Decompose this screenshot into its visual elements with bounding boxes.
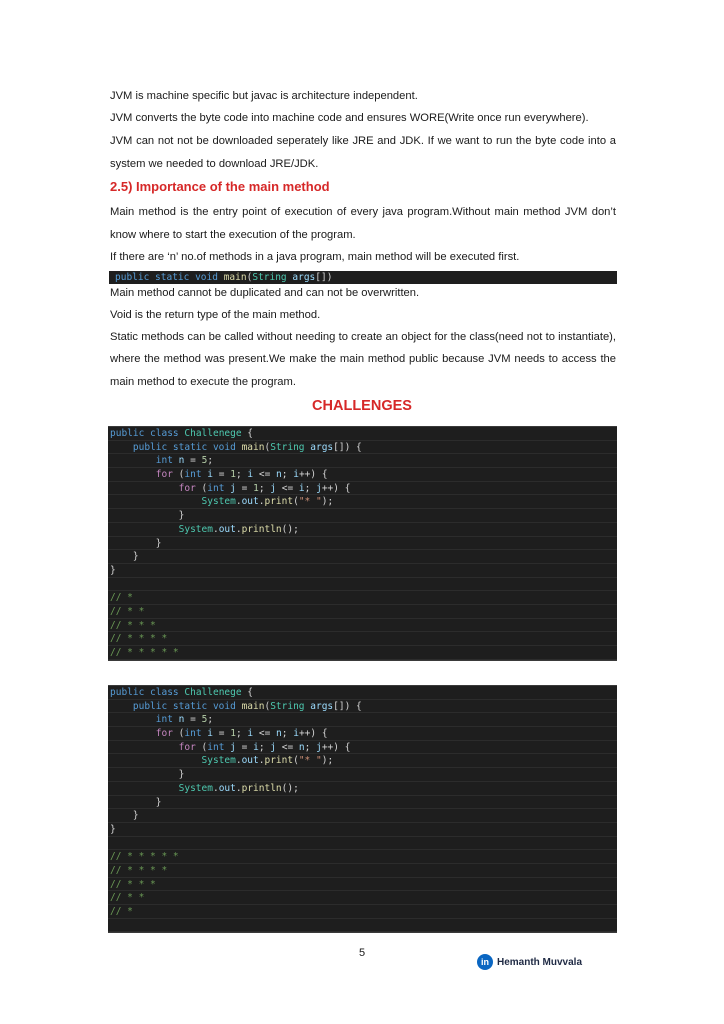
code-line: } [108,768,617,782]
code-line: int n = 5; [108,713,617,727]
code-line: for (int j = 1; j <= i; j++) { [108,482,617,496]
code-line [108,578,617,592]
linkedin-icon: in [477,954,493,970]
author-name: Hemanth Muvvala [497,956,583,968]
code-line: System.out.print("* "); [108,754,617,768]
section-heading-main-method: 2.5) Importance of the main method [110,179,330,194]
code-line: for (int j = i; j <= n; j++) { [108,741,617,755]
code-line: System.out.println(); [108,523,617,537]
paragraph-jvm-specific: JVM is machine specific but javac is architecture independent. [110,90,418,102]
output-comment: // * [108,905,617,919]
paragraph-not-duplicated: Main method cannot be duplicated and can not be overwritten. [110,287,420,299]
code-line: } [108,509,617,523]
output-comment: // * * * * * [108,646,617,660]
output-comment: // * * * * [108,632,617,646]
paragraph-static-line1: Static methods can be called without needing to create an object for the class(need not to instantiate), [110,331,616,343]
code-line: int n = 5; [108,454,617,468]
code-line: public static void main(String args[]) { [108,441,617,455]
code-line: public class Challenege { [108,427,617,441]
paragraph-entry-point-line1: Main method is the entry point of execution of every java program.Without main method JVM don’t [110,206,616,218]
code-line: for (int i = 1; i <= n; i++) { [108,727,617,741]
paragraph-jvm-converts: JVM converts the byte code into machine code and ensures WORE(Write once run everywhere). [110,112,589,124]
code-line: } [108,564,617,578]
output-comment: // * * * [108,878,617,892]
output-comment: // * [108,591,617,605]
paragraph-jvm-download-line2: system we needed to download JRE/JDK. [110,158,319,170]
code-line: public static void main(String args[]) { [108,700,617,714]
code-block-challenge-1 [108,426,617,661]
output-comment: // * * * * * [108,850,617,864]
author-brand [477,954,582,970]
code-line [108,837,617,851]
paragraph-void-return: Void is the return type of the main method. [110,309,321,321]
paragraph-static-line2: where the method was present.We make the main method public because JVM needs to access the [110,353,616,365]
code-line: System.out.println(); [108,782,617,796]
page-number: 5 [358,947,366,959]
code-line: } [108,550,617,564]
output-comment: // * * [108,891,617,905]
paragraph-jvm-download-line1: JVM can not not be downloaded seperately like JRE and JDK. If we want to run the byte code into a [110,135,616,147]
paragraph-static-line3: main method to execute the program. [110,376,296,388]
code-line: } [108,823,617,837]
paragraph-entry-point-line2: know where to start the execution of the program. [110,229,356,241]
code-line: } [108,537,617,551]
output-comment: // * * [108,605,617,619]
output-comment: // * * * * [108,864,617,878]
code-block-challenge-2 [108,685,617,933]
code-line: System.out.print("* "); [108,495,617,509]
code-line: } [108,796,617,810]
challenges-title: CHALLENGES [312,398,412,414]
code-line [108,919,617,933]
code-line: public class Challenege { [108,686,617,700]
paragraph-n-methods: If there are ‘n’ no.of methods in a java program, main method will be executed first. [110,251,520,263]
code-line: for (int i = 1; i <= n; i++) { [108,468,617,482]
code-line: } [108,809,617,823]
main-signature-code: public static void main(String args[]) [109,271,617,284]
output-comment: // * * * [108,619,617,633]
